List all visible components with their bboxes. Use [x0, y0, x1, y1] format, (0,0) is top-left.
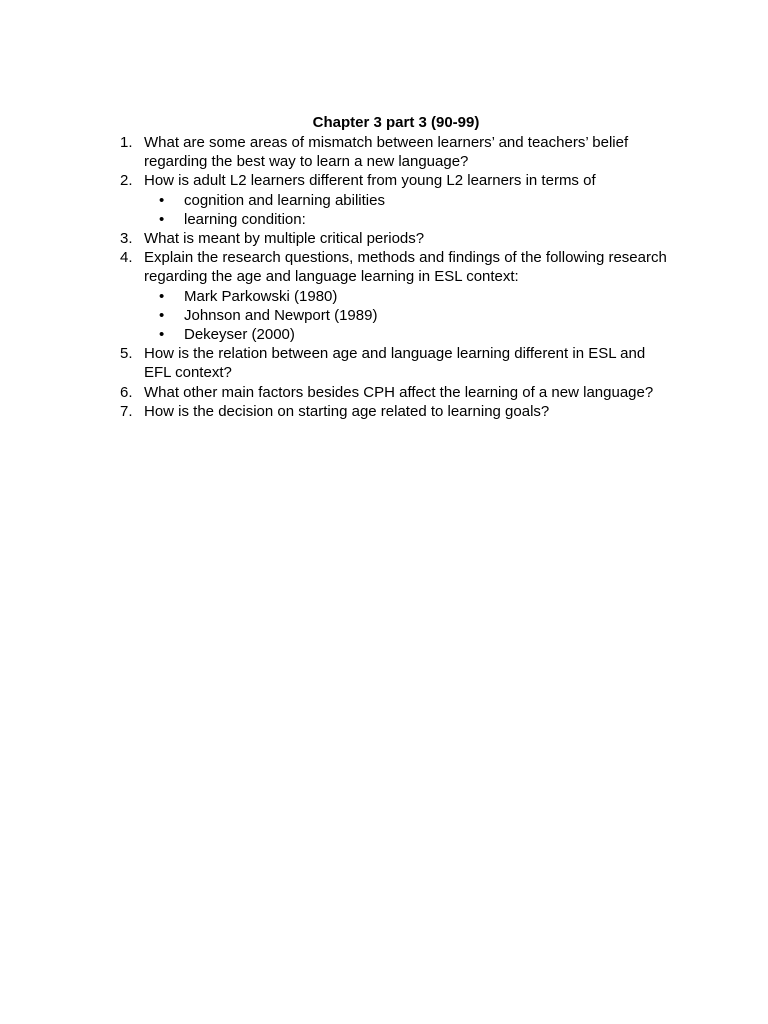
question-text: What other main factors besides CPH affect the learning of a new language? [144, 383, 654, 401]
question-number: 4. [120, 249, 133, 267]
sub-item [144, 287, 670, 306]
sub-item-text: Johnson and Newport (1989) [184, 306, 378, 324]
sub-item-text: Mark Parkowski (1980) [184, 287, 338, 305]
sub-item-text: learning condition: [184, 210, 306, 228]
question-item [0, 133, 670, 171]
question-number: 5. [120, 345, 133, 363]
question-list [0, 133, 768, 421]
sub-item-text: cognition and learning abilities [184, 191, 385, 209]
question-number: 6. [120, 383, 133, 401]
document-title: Chapter 3 part 3 (90-99) [312, 114, 480, 131]
sub-item-list [144, 191, 670, 229]
question-item [0, 402, 670, 421]
question-text: Explain the research questions, methods and findings of the following research regarding the age and language learning in ESL context: [144, 249, 667, 286]
question-text: How is the decision on starting age related to learning goals? [144, 402, 550, 420]
sub-item-list [144, 287, 670, 345]
bullet-icon: • [159, 210, 165, 228]
bullet-icon: • [159, 326, 165, 344]
question-number: 7. [120, 402, 133, 420]
question-item [0, 171, 670, 229]
question-text: How is the relation between age and language learning different in ESL and EFL context? [144, 345, 646, 382]
question-text: How is adult L2 learners different from young L2 learners in terms of [144, 172, 596, 190]
question-number: 3. [120, 230, 133, 248]
sub-item [144, 306, 670, 325]
question-item [0, 344, 670, 382]
question-item [0, 248, 670, 344]
question-item [0, 383, 670, 402]
bullet-icon: • [159, 306, 165, 324]
sub-item [144, 210, 670, 229]
sub-item [144, 191, 670, 210]
question-item [0, 229, 670, 248]
question-number: 1. [120, 134, 133, 151]
bullet-icon: • [159, 287, 165, 305]
sub-item [144, 325, 670, 344]
question-text: What is meant by multiple critical periods? [144, 230, 425, 248]
bullet-icon: • [159, 191, 165, 209]
question-text: What are some areas of mismatch between learners’ and teachers’ belief regarding the best way to learn a new language? [144, 134, 629, 171]
sub-item-text: Dekeyser (2000) [184, 326, 295, 344]
question-number: 2. [120, 172, 133, 190]
